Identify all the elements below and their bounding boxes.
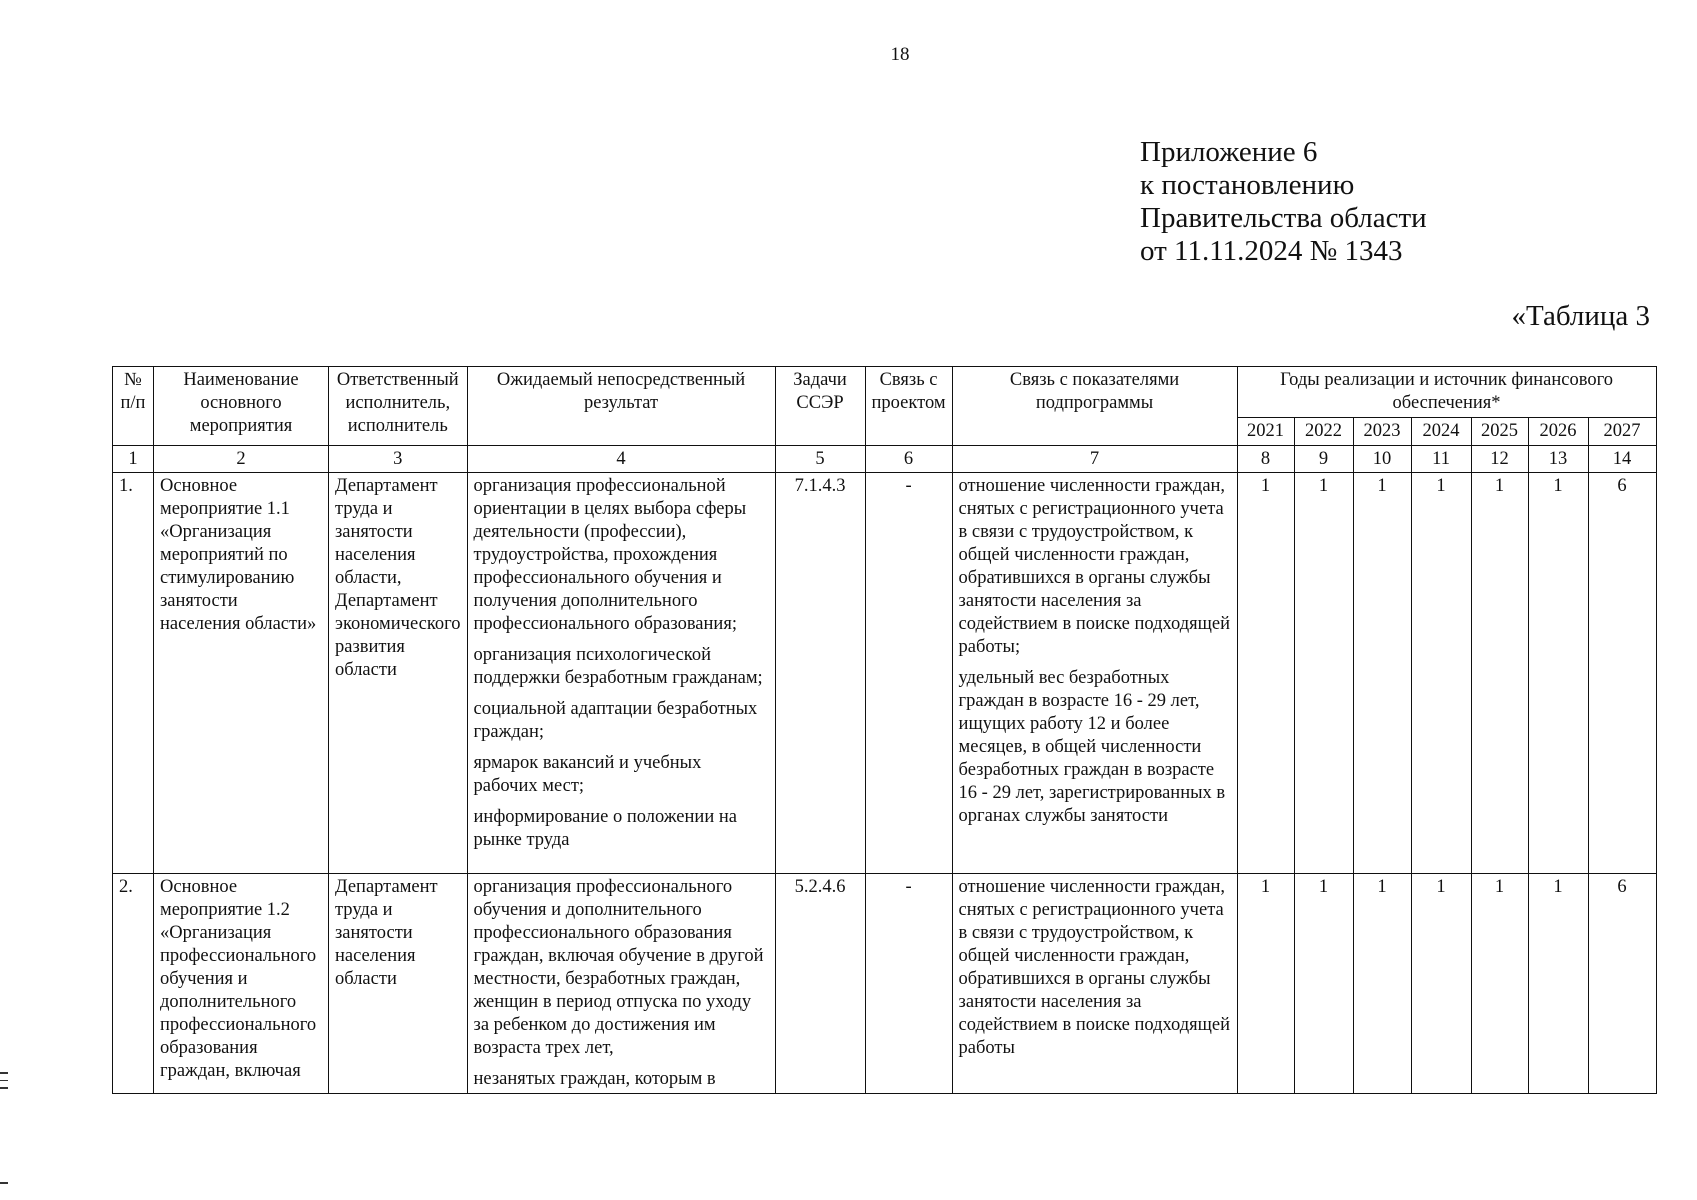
header-result: Ожидаемый непосредственный результат	[467, 367, 775, 446]
appendix-block	[1140, 136, 1427, 268]
row-year-value: 1	[1411, 874, 1471, 1094]
column-number: 14	[1588, 446, 1656, 473]
table-caption: «Таблица 3	[1511, 300, 1650, 332]
row-year-value: 1	[1528, 473, 1588, 874]
row-project: -	[865, 874, 952, 1094]
row-year-value: 1	[1237, 473, 1294, 874]
row-tasks: 7.1.4.3	[775, 473, 865, 874]
row-result	[467, 473, 775, 874]
row-tasks: 5.2.4.6	[775, 874, 865, 1094]
row-year-value: 6	[1588, 473, 1656, 874]
header-project: Связь с проектом	[865, 367, 952, 446]
column-number: 3	[329, 446, 468, 473]
header-year: 2022	[1294, 418, 1353, 446]
margin-tick	[0, 1087, 8, 1089]
row-year-value: 1	[1237, 874, 1294, 1094]
column-number: 6	[865, 446, 952, 473]
header-year: 2026	[1528, 418, 1588, 446]
row-name: Основное мероприятие 1.2 «Организация профессионального обучения и дополнительного профессионального образования граждан, включая	[154, 874, 329, 1094]
header-year: 2023	[1353, 418, 1411, 446]
appendix-line: Правительства области	[1140, 202, 1427, 234]
header-row	[113, 367, 1657, 418]
column-number: 10	[1353, 446, 1411, 473]
row-name: Основное мероприятие 1.1 «Организация мероприятий по стимулированию занятости населения области»	[154, 473, 329, 874]
header-no: № п/п	[113, 367, 154, 446]
margin-tick	[0, 1080, 8, 1082]
result-item: социальной адаптации безработных граждан;	[473, 699, 758, 742]
row-year-value: 1	[1353, 874, 1411, 1094]
row-year-value: 1	[1294, 874, 1353, 1094]
margin-marks	[0, 1072, 8, 1095]
column-number: 5	[775, 446, 865, 473]
row-year-value: 1	[1471, 473, 1528, 874]
row-year-value: 1	[1471, 874, 1528, 1094]
page-number: 18	[890, 44, 910, 65]
table-row	[113, 473, 1657, 874]
column-number: 7	[952, 446, 1237, 473]
header-year: 2027	[1588, 418, 1656, 446]
table-row	[113, 874, 1657, 1094]
appendix-line: к постановлению	[1140, 169, 1355, 201]
column-number: 13	[1528, 446, 1588, 473]
result-item: информирование о положении на рынке труда	[473, 807, 737, 850]
column-number: 11	[1411, 446, 1471, 473]
measures-table	[112, 366, 1657, 1094]
indicator-item: отношение численности граждан, снятых с регистрационного учета в связи с трудоустройством, к общей численности граждан, обратившихся в органы службы занятости населения за содействием в поиске подходящей работы;	[958, 476, 1231, 657]
header-indicators: Связь с показателями подпрограммы	[952, 367, 1237, 446]
row-year-value: 1	[1353, 473, 1411, 874]
result-item: незанятых граждан, которым в	[473, 1069, 716, 1089]
header-tasks: Задачи ССЭР	[775, 367, 865, 446]
row-year-value: 1	[1411, 473, 1471, 874]
result-item: организация профессионального обучения и дополнительного профессионального образования граждан, включая обучение в другой местности, безработных граждан, женщин в период отпуска по уходу за ребенком до достижения им возраста трех лет,	[473, 877, 764, 1058]
indicator-item: отношение численности граждан, снятых с регистрационного учета в связи с трудоустройством, к общей численности граждан, обратившихся в органы службы занятости населения за содействием в поиске подходящей работы	[958, 877, 1231, 1058]
row-responsible: Департамент труда и занятости населения области, Департамент экономического развития области	[329, 473, 468, 874]
appendix-line: от 11.11.2024 № 1343	[1140, 235, 1403, 267]
row-indicators	[952, 473, 1237, 874]
appendix-line: Приложение 6	[1140, 136, 1318, 168]
row-year-value: 6	[1588, 874, 1656, 1094]
column-number: 2	[154, 446, 329, 473]
margin-tick	[0, 1072, 8, 1074]
row-year-value: 1	[1528, 874, 1588, 1094]
result-item: организация психологической поддержки безработным гражданам;	[473, 645, 763, 688]
header-year: 2025	[1471, 418, 1528, 446]
row-responsible: Департамент труда и занятости населения области	[329, 874, 468, 1094]
row-indicators	[952, 874, 1237, 1094]
row-no: 1.	[113, 473, 154, 874]
column-number: 4	[467, 446, 775, 473]
row-no: 2.	[113, 874, 154, 1094]
row-result	[467, 874, 775, 1094]
header-name: Наименование основного мероприятия	[154, 367, 329, 446]
column-number: 1	[113, 446, 154, 473]
row-project: -	[865, 473, 952, 874]
result-item: ярмарок вакансий и учебных рабочих мест;	[473, 753, 702, 796]
header-year: 2021	[1237, 418, 1294, 446]
header-responsible: Ответственный исполнитель, исполнитель	[329, 367, 468, 446]
column-number: 12	[1471, 446, 1528, 473]
column-number: 9	[1294, 446, 1353, 473]
header-year: 2024	[1411, 418, 1471, 446]
column-number: 8	[1237, 446, 1294, 473]
margin-tick	[0, 1182, 8, 1184]
row-year-value: 1	[1294, 473, 1353, 874]
result-item: организация профессиональной ориентации в целях выбора сферы деятельности (профессии), трудоустройства, прохождения профессионального обучения и получения дополнительного профессионального образования;	[473, 476, 747, 634]
indicator-item: удельный вес безработных граждан в возрасте 16 - 29 лет, ищущих работу 12 и более месяцев, в общей численности безработных граждан в возрасте 16 - 29 лет, зарегистрированных в органах службы занятости	[958, 668, 1226, 826]
header-years-group: Годы реализации и источник финансового обеспечения*	[1237, 367, 1656, 418]
column-number-row	[113, 446, 1657, 473]
